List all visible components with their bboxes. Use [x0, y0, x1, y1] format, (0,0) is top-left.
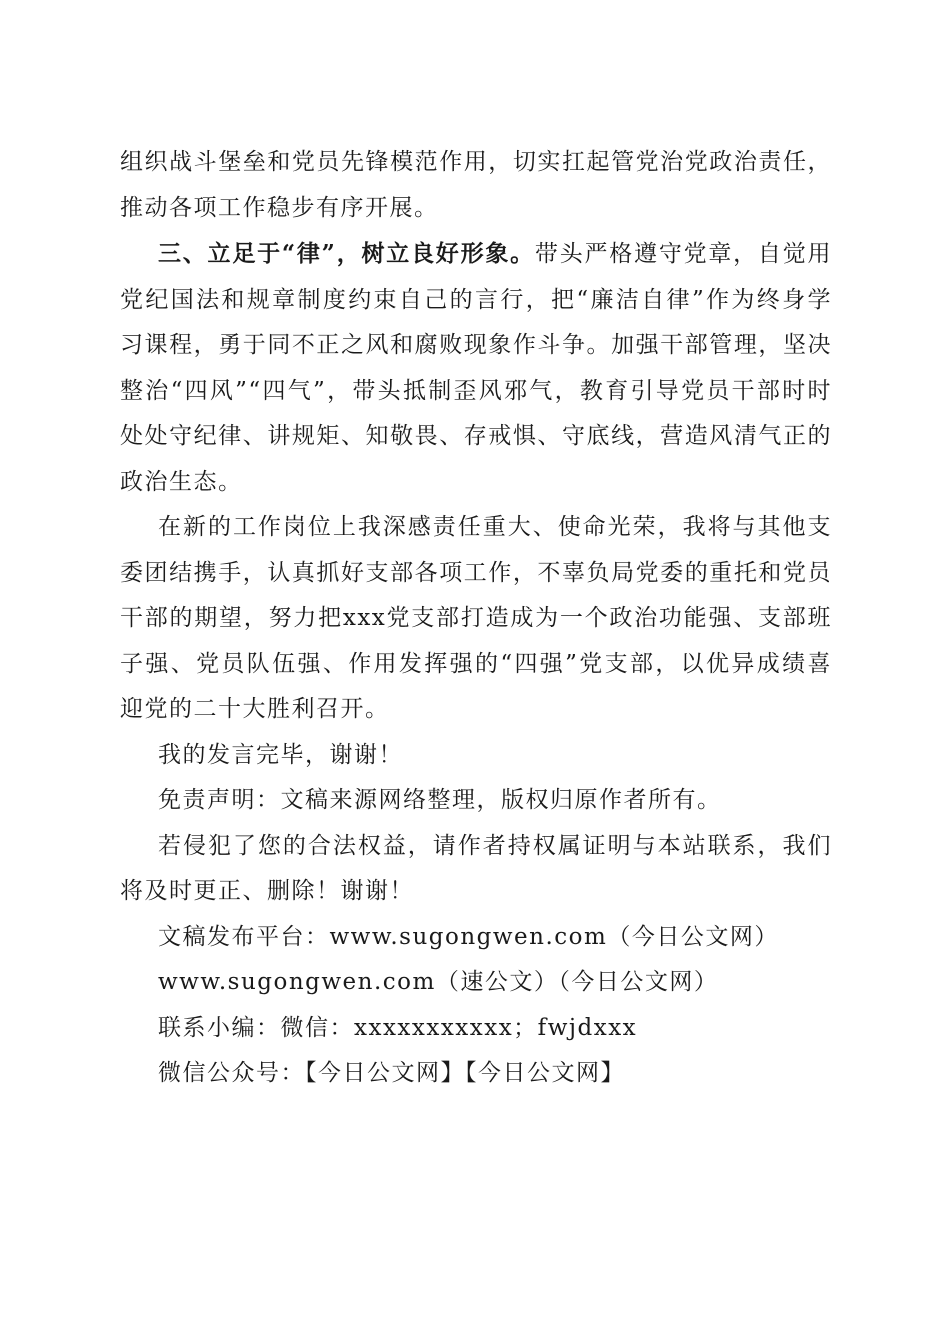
paragraph-continuation: 组织战斗堡垒和党员先锋模范作用，切实扛起管党治党政治责任，推动各项工作稳步有序开展。: [120, 149, 832, 221]
section-body: 带头严格遵守党章，自觉用党纪国法和规章制度约束自己的言行，把“廉洁自律”作为终身学习课程，勇于同不正之风和腐败现象作斗争。加强干部管理，坚决整治“四风”“四气”，带头抵制歪风邪气，教育引导党员干部时时处处守纪律、讲规矩、知敬畏、存戒惧、守底线，营造风清气正的政治生态。: [120, 241, 832, 495]
disclaimer-line: 免责声明：文稿来源网络整理，版权归原作者所有。: [158, 787, 722, 813]
speech-end-line: 我的发言完毕，谢谢！: [158, 741, 403, 768]
section-heading: 三、立足于“律”，树立良好形象。: [158, 240, 535, 267]
website-line: www.sugongwen.com（速公文）（今日公文网）: [158, 969, 719, 995]
document-body: [120, 140, 832, 1097]
paragraph-closing: 在新的工作岗位上我深感责任重大、使命光荣，我将与其他支委团结携手，认真抓好支部各项工作，不辜负局党委的重托和党员干部的期望，努力把xxx党支部打造成为一个政治功能强、支部班子强、党员队伍强、作用发挥强的“四强”党支部，以优异成绩喜迎党的二十大胜利召开。: [120, 514, 832, 722]
wechat-account-line: 微信公众号：【今日公文网】【今日公文网】: [158, 1060, 625, 1086]
paragraph-section-three: [120, 231, 832, 505]
infringement-notice: 若侵犯了您的合法权益，请作者持权属证明与本站联系，我们将及时更正、删除！谢谢！: [120, 832, 832, 904]
publish-platform-line: 文稿发布平台：www.sugongwen.com（今日公文网）: [158, 923, 779, 950]
contact-editor-line: 联系小编：微信：xxxxxxxxxxx；fwjdxxx: [158, 1014, 638, 1041]
